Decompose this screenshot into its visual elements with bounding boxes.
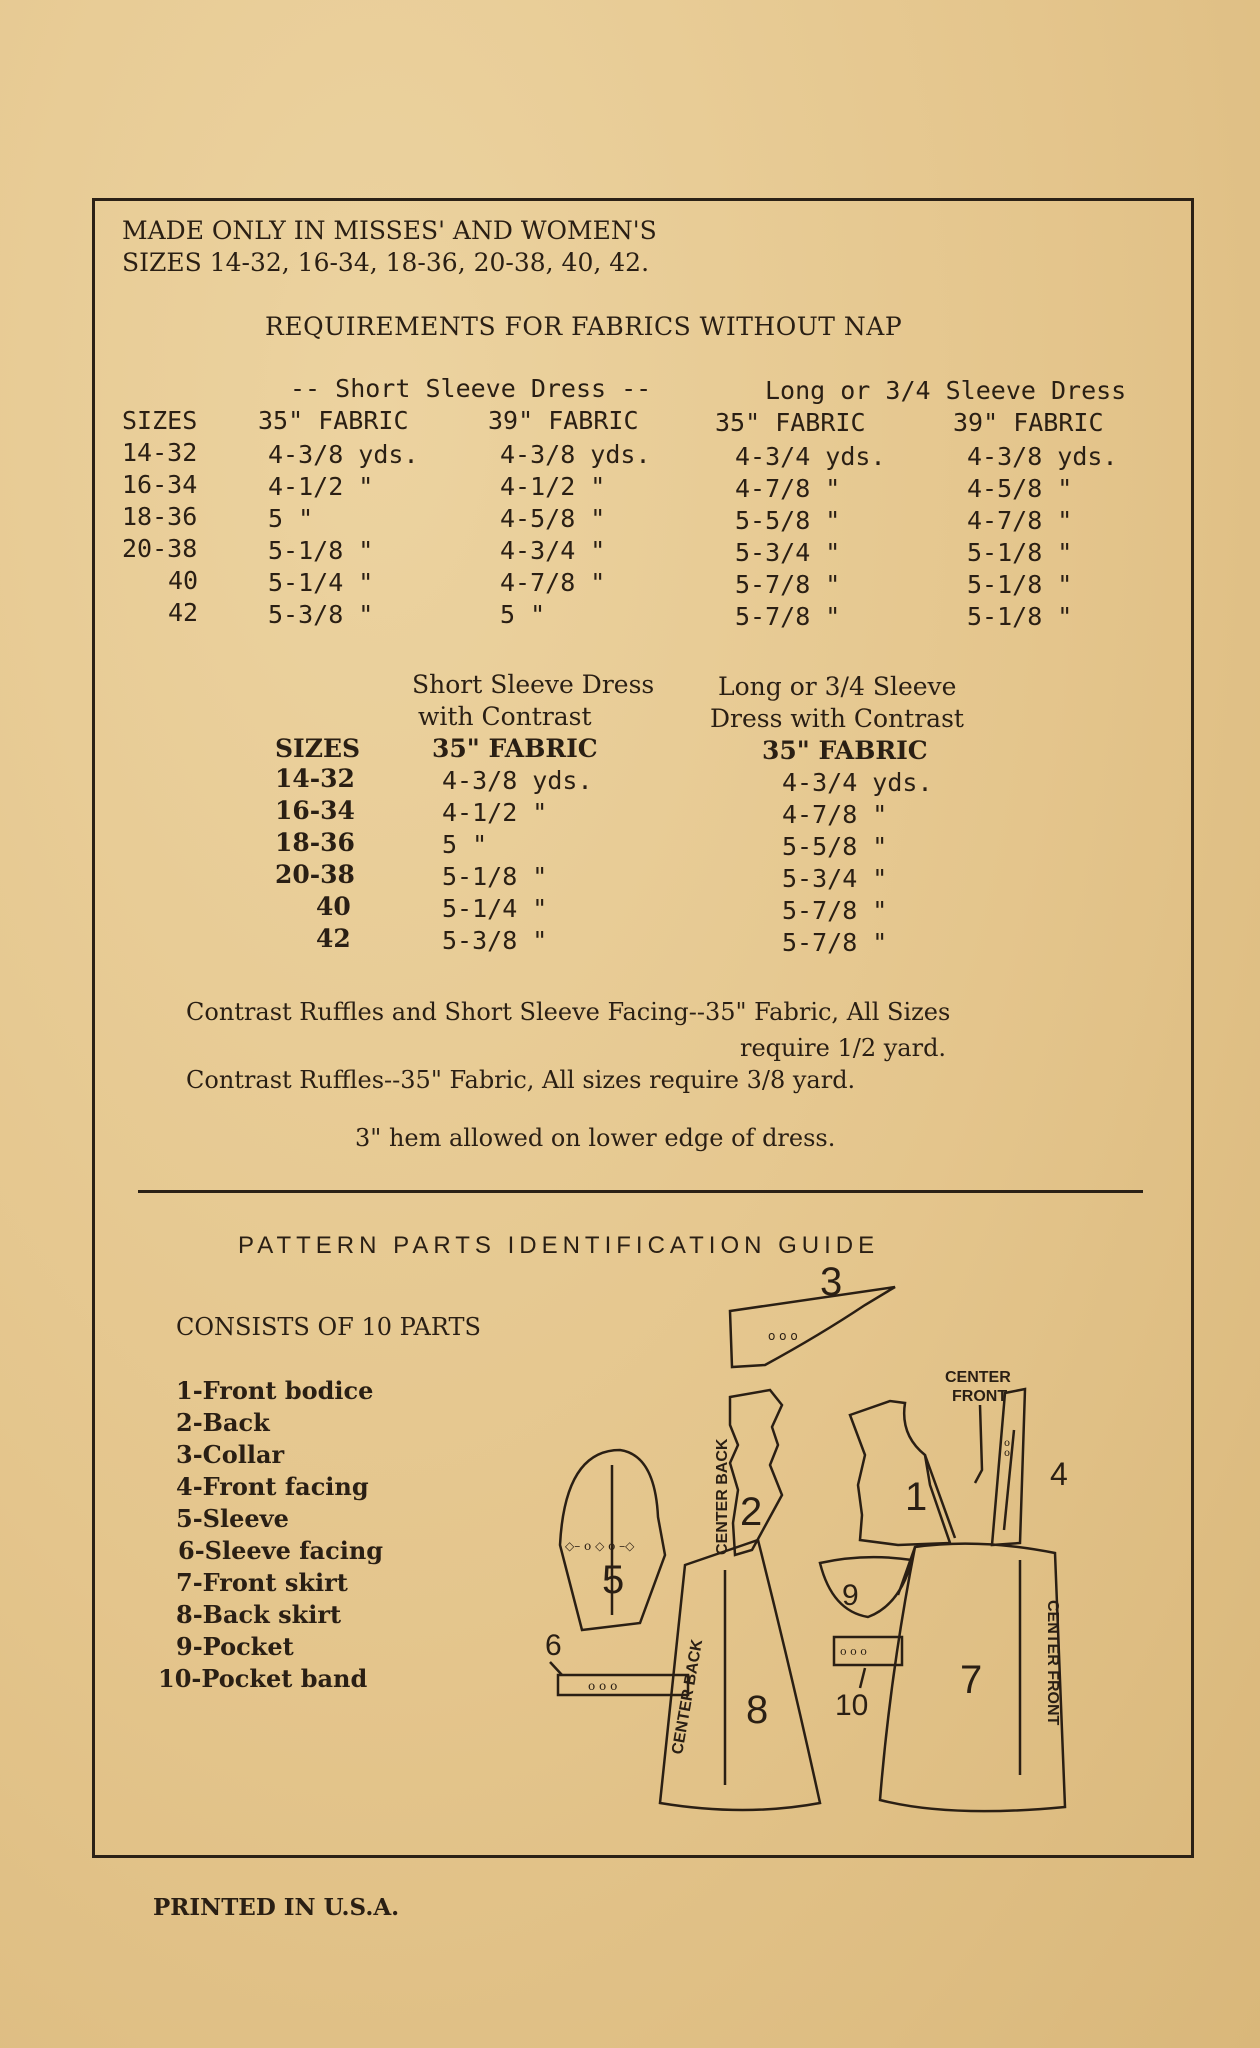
header-line-1: MADE ONLY IN MISSES' AND WOMEN'S (122, 216, 657, 245)
part-7: 7-Front skirt (176, 1568, 348, 1597)
part-1: 1-Front bodice (176, 1376, 374, 1405)
center-front-label-bottom: FRONT (952, 1388, 1008, 1405)
table1-row-3-c2: 4-3/4 " (500, 536, 606, 565)
part-number-2: 2 (740, 1490, 763, 1534)
svg-text:◇– o ◇ o –◇: ◇– o ◇ o –◇ (565, 1539, 635, 1553)
header-35-fabric-long: 35" FABRIC (715, 408, 866, 437)
table1-row-0-c3: 4-3/4 yds. (735, 442, 886, 471)
part-number-7: 7 (960, 1658, 983, 1702)
table1-row-0-c1: 4-3/8 yds. (268, 440, 419, 469)
table1-row-4-c1: 5-1/4 " (268, 568, 374, 597)
table1-row-2-c1: 5 " (268, 504, 314, 533)
table1-row-5-c3: 5-7/8 " (735, 602, 841, 631)
pattern-parts-diagram (520, 1255, 1140, 1835)
table1-row-4-c3: 5-7/8 " (735, 570, 841, 599)
table1-row-4-c2: 4-7/8 " (500, 568, 606, 597)
table1-row-2-size: 18-36 (122, 502, 198, 531)
part-10: 10-Pocket band (158, 1664, 368, 1693)
table1-row-1-c3: 4-7/8 " (735, 474, 841, 503)
table2-row-1-size: 16-34 (275, 796, 355, 825)
table1-row-5-c1: 5-3/8 " (268, 600, 374, 629)
part-number-10: 10 (835, 1689, 869, 1722)
svg-text:o o o: o o o (588, 1679, 618, 1693)
part-number-6: 6 (545, 1629, 562, 1662)
part-number-5: 5 (602, 1558, 625, 1602)
table2-row-4-size: 40 (316, 892, 351, 921)
table2-row-4-c1: 5-1/4 " (442, 894, 548, 923)
table1-row-2-c4: 4-7/8 " (967, 506, 1073, 535)
table2-row-5-c2: 5-7/8 " (782, 928, 888, 957)
front-facing-piece (992, 1389, 1068, 1545)
part-4: 4-Front facing (176, 1472, 369, 1501)
back-skirt-piece (660, 1540, 820, 1810)
note-ruffles-facing-yardage: require 1/2 yard. (740, 1034, 947, 1062)
part-9: 9-Pocket (176, 1632, 294, 1661)
part-3: 3-Collar (176, 1440, 285, 1469)
table2-row-5-size: 42 (316, 924, 351, 953)
front-bodice-piece (850, 1369, 1011, 1545)
header-sizes: SIZES (122, 406, 198, 435)
svg-text:o: o (1004, 1448, 1011, 1459)
back-piece (714, 1390, 782, 1555)
table1-row-1-c1: 4-1/2 " (268, 472, 374, 501)
sleeve-facing-piece (545, 1629, 688, 1695)
part-6: 6-Sleeve facing (178, 1536, 384, 1565)
table1-row-2-c2: 4-5/8 " (500, 504, 606, 533)
table1-row-3-c3: 5-3/4 " (735, 538, 841, 567)
table1-row-3-c4: 5-1/8 " (967, 538, 1073, 567)
header-39-fabric-long: 39" FABRIC (953, 408, 1104, 437)
pocket-piece (820, 1557, 912, 1617)
table2-header-sizes: SIZES (275, 734, 361, 763)
note-ruffles: Contrast Ruffles--35" Fabric, All sizes require 3/8 yard. (186, 1066, 856, 1094)
group-label-long-sleeve: Long or 3/4 Sleeve Dress (765, 376, 1127, 405)
group-label-long-contrast-1: Long or 3/4 Sleeve (718, 672, 957, 701)
table1-row-5-c4: 5-1/8 " (967, 602, 1073, 631)
section-divider (138, 1190, 1143, 1193)
front-skirt-piece (880, 1544, 1065, 1812)
table1-row-4-size: 40 (168, 566, 199, 595)
header-line-2: SIZES 14-32, 16-34, 18-36, 20-38, 40, 42. (122, 248, 650, 277)
center-front-label-skirt: CENTER FRONT (1044, 1600, 1061, 1726)
table2-row-0-size: 14-32 (275, 764, 355, 793)
part-2: 2-Back (176, 1408, 270, 1437)
guide-title: PATTERN PARTS IDENTIFICATION GUIDE (238, 1232, 880, 1259)
center-back-label-skirt: CENTER BACK (669, 1638, 707, 1756)
svg-text:o o o: o o o (768, 1329, 798, 1343)
collar-piece (730, 1260, 895, 1367)
table1-row-0-c4: 4-3/8 yds. (967, 442, 1118, 471)
header-35-fabric-short: 35" FABRIC (258, 406, 409, 435)
table2-header-35-long: 35" FABRIC (762, 736, 928, 765)
table1-row-4-c4: 5-1/8 " (967, 570, 1073, 599)
svg-text:o: o (1004, 1438, 1011, 1449)
table2-row-3-c1: 5-1/8 " (442, 862, 548, 891)
note-hem: 3" hem allowed on lower edge of dress. (355, 1124, 836, 1152)
table2-row-0-c2: 4-3/4 yds. (782, 768, 933, 797)
guide-parts-count: CONSISTS OF 10 PARTS (176, 1313, 481, 1341)
part-number-9: 9 (842, 1579, 859, 1612)
table2-row-3-size: 20-38 (275, 860, 355, 889)
center-front-label-top: CENTER (945, 1369, 1011, 1386)
part-number-3: 3 (820, 1260, 843, 1304)
table2-row-5-c1: 5-3/8 " (442, 926, 548, 955)
table2-row-2-c1: 5 " (442, 830, 488, 859)
center-back-label-bodice: CENTER BACK (714, 1438, 731, 1555)
table1-row-5-c2: 5 " (500, 600, 546, 629)
table1-row-2-c3: 5-5/8 " (735, 506, 841, 535)
part-5: 5-Sleeve (176, 1504, 289, 1533)
table2-row-1-c2: 4-7/8 " (782, 800, 888, 829)
requirements-title: REQUIREMENTS FOR FABRICS WITHOUT NAP (265, 312, 903, 341)
group-label-short-contrast-1: Short Sleeve Dress (412, 670, 655, 699)
table2-row-0-c1: 4-3/8 yds. (442, 766, 593, 795)
table1-row-1-size: 16-34 (122, 470, 198, 499)
table1-row-0-size: 14-32 (122, 438, 198, 467)
table1-row-5-size: 42 (168, 598, 199, 627)
table2-header-35-short: 35" FABRIC (432, 734, 598, 763)
table1-row-0-c2: 4-3/8 yds. (500, 440, 651, 469)
table2-row-1-c1: 4-1/2 " (442, 798, 548, 827)
table2-row-2-c2: 5-5/8 " (782, 832, 888, 861)
group-label-long-contrast-2: Dress with Contrast (710, 704, 964, 733)
group-label-short-sleeve: -- Short Sleeve Dress -- (290, 374, 652, 403)
part-number-8: 8 (746, 1688, 769, 1732)
part-number-1: 1 (905, 1475, 928, 1519)
group-label-short-contrast-2: with Contrast (418, 702, 592, 731)
table1-row-1-c2: 4-1/2 " (500, 472, 606, 501)
note-ruffles-facing: Contrast Ruffles and Short Sleeve Facing--35" Fabric, All Sizes (186, 998, 951, 1026)
sleeve-piece (560, 1450, 665, 1630)
table2-row-3-c2: 5-3/4 " (782, 864, 888, 893)
table2-row-4-c2: 5-7/8 " (782, 896, 888, 925)
printed-in-usa: PRINTED IN U.S.A. (153, 1894, 400, 1921)
table1-row-1-c4: 4-5/8 " (967, 474, 1073, 503)
table1-row-3-c1: 5-1/8 " (268, 536, 374, 565)
part-number-4: 4 (1050, 1456, 1068, 1492)
svg-text:o o o: o o o (840, 1645, 867, 1658)
part-8: 8-Back skirt (176, 1600, 342, 1629)
table1-row-3-size: 20-38 (122, 534, 198, 563)
table2-row-2-size: 18-36 (275, 828, 355, 857)
header-39-fabric-short: 39" FABRIC (488, 406, 639, 435)
